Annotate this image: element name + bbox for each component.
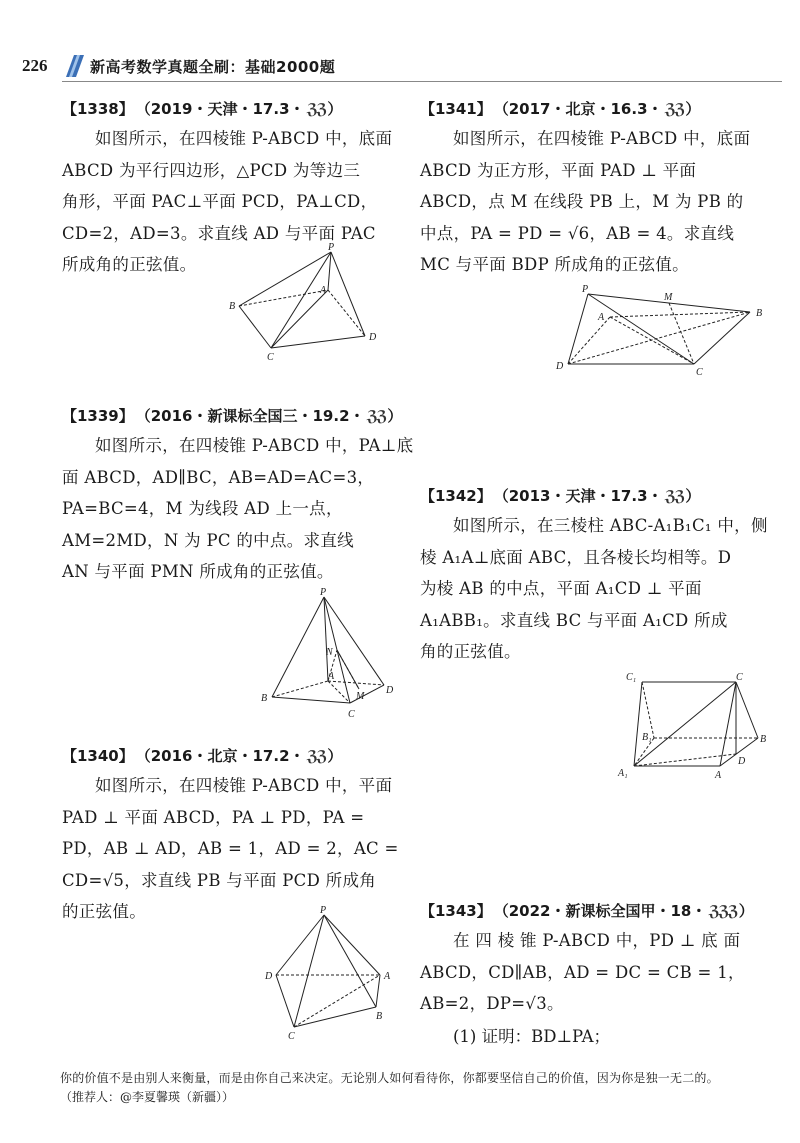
- vertex-label: D: [265, 971, 273, 982]
- vertex-label: B: [261, 693, 268, 704]
- text-line: 如图所示，在四棱锥 P-ABCD 中，PA⊥底: [95, 436, 414, 455]
- vertex-label: A: [384, 971, 391, 982]
- problem-id: 【1341】: [420, 100, 492, 118]
- text-line: 如图所示，在四棱锥 P-ABCD 中，底面: [453, 129, 751, 148]
- text-line: 棱 A₁A⊥底面 ABC，且各棱长均相等。D: [420, 547, 732, 567]
- difficulty-icon: ℨ ℨ: [306, 99, 328, 118]
- problem-1340: [62, 745, 397, 928]
- vertex-label: C: [267, 352, 274, 363]
- figure-1342: [612, 668, 777, 783]
- vertex-label: A: [598, 312, 605, 323]
- problem-source: （2013・天津・17.3・: [493, 487, 663, 505]
- text-line: ABCD，点 M 在线段 PB 上，M 为 PB 的: [420, 192, 744, 211]
- footer-recommender: （推荐人：@李夏馨瑛（新疆））: [60, 1090, 235, 1104]
- problem-title: 【1342】 （2013・天津・17.3・ ℨ ℨ ）: [420, 486, 701, 505]
- text-line: PAD ⊥ 平面 ABCD，PA ⊥ PD，PA =: [62, 807, 365, 827]
- text-line: 的正弦值。: [62, 902, 146, 921]
- difficulty-icon: ℨ ℨ: [306, 746, 328, 765]
- text-line: 在 四 棱 锥 P-ABCD 中，PD ⊥ 底 面: [453, 931, 741, 950]
- header-rule: [62, 81, 782, 82]
- problem-1341: [420, 98, 780, 281]
- page-header: [22, 52, 335, 80]
- text-line: AM=2MD，N 为 PC 的中点。求直线: [62, 530, 354, 550]
- vertex-label: P: [582, 284, 589, 295]
- vertex-label: C: [696, 367, 703, 378]
- text-line: CD=2，AD=3。求直线 AD 与平面 PAC: [62, 223, 376, 243]
- vertex-label: C: [288, 1031, 295, 1042]
- text-line: A₁ABB₁。求直线 BC 与平面 A₁CD 所成: [420, 610, 728, 630]
- sub-question: (1) 证明：BD⊥PA；: [453, 1026, 610, 1046]
- vertex-label: P: [328, 242, 335, 253]
- problem-text: [420, 510, 780, 668]
- vertex-label: C: [348, 709, 355, 720]
- figure-1338: [225, 240, 395, 365]
- problem-title: 【1339】 （2016・新课标全国三・19.2・ ℨ ℨ ）: [62, 406, 403, 425]
- vertex-label: D: [386, 685, 394, 696]
- text-line: PD，AB ⊥ AD，AB = 1，AD = 2，AC =: [62, 839, 399, 858]
- difficulty-icon: ℨ ℨ ℨ: [708, 901, 739, 920]
- vertex-label: C₁: [626, 672, 637, 683]
- problem-id: 【1338】: [62, 100, 134, 118]
- vertex-label: N: [326, 647, 333, 658]
- text-line: 所成角的正弦值。: [62, 255, 197, 274]
- vertex-label: A: [328, 671, 335, 682]
- problem-id: 【1339】: [62, 407, 134, 425]
- vertex-label: A: [320, 285, 327, 296]
- book-title: 新高考数学真题全刷：基础2000题: [90, 57, 336, 76]
- vertex-label: A: [715, 770, 722, 781]
- problem-source: （2016・北京・17.2・: [135, 747, 305, 765]
- problem-id: 【1343】: [420, 902, 492, 920]
- vertex-label: M: [664, 292, 673, 303]
- problem-1339: [62, 405, 414, 588]
- problem-title: 【1338】 （2019・天津・17.3・ ℨ ℨ ）: [62, 99, 343, 118]
- vertex-label: C: [736, 672, 743, 683]
- vertex-label: M: [356, 691, 365, 702]
- vertex-label: B: [760, 734, 767, 745]
- text-line: 如图所示，在四棱锥 P-ABCD 中，平面: [95, 776, 393, 795]
- text-line: 如图所示，在四棱锥 P-ABCD 中，底面: [95, 129, 393, 148]
- problem-source: （2017・北京・16.3・: [493, 100, 663, 118]
- text-line: AN 与平面 PMN 所成角的正弦值。: [62, 562, 334, 581]
- problem-source: （2019・天津・17.3・: [135, 100, 305, 118]
- text-line: 角形，平面 PAC⊥平面 PCD，PA⊥CD，: [62, 192, 378, 211]
- vertex-label: P: [320, 587, 327, 598]
- vertex-label: B₁: [642, 732, 652, 743]
- text-line: 面 ABCD，AD∥BC，AB=AD=AC=3，: [62, 467, 375, 487]
- problem-text: [62, 430, 414, 588]
- text-line: 为棱 AB 的中点，平面 A₁CD ⊥ 平面: [420, 579, 702, 598]
- page-number: 226: [22, 56, 48, 75]
- text-line: ABCD，CD∥AB，AD = DC = CB = 1，: [420, 962, 745, 982]
- text-line: ABCD 为正方形，平面 PAD ⊥ 平面: [420, 160, 697, 180]
- text-line: CD=√5，求直线 PB 与平面 PCD 所成角: [62, 870, 377, 890]
- vertex-label: D: [556, 361, 564, 372]
- problem-id: 【1342】: [420, 487, 492, 505]
- difficulty-icon: ℨ ℨ: [664, 99, 686, 118]
- vertex-label: P: [320, 905, 327, 916]
- vertex-label: D: [369, 332, 377, 343]
- text-line: 角的正弦值。: [420, 642, 521, 661]
- problem-text: [420, 123, 780, 281]
- text-line: MC 与平面 BDP 所成角的正弦值。: [420, 255, 689, 274]
- problem-source: （2022・新课标全国甲・18・: [493, 902, 707, 920]
- problem-title: 【1343】 （2022・新课标全国甲・18・ ℨ ℨ ℨ ）: [420, 901, 754, 920]
- problem-1343: [420, 900, 780, 1052]
- vertex-label: B: [376, 1011, 383, 1022]
- figure-1339: [258, 585, 403, 725]
- difficulty-icon: ℨ ℨ: [366, 406, 388, 425]
- vertex-label: B: [229, 301, 236, 312]
- problem-title: 【1340】 （2016・北京・17.2・ ℨ ℨ ）: [62, 746, 343, 765]
- text-line: 中点，PA = PD = √6，AB = 4。求直线: [420, 223, 735, 243]
- figure-1341: [550, 282, 775, 377]
- problem-source: （2016・新课标全国三・19.2・: [135, 407, 365, 425]
- text-line: PA=BC=4，M 为线段 AD 上一点，: [62, 499, 343, 518]
- text-line: 如图所示，在三棱柱 ABC-A₁B₁C₁ 中，侧: [453, 516, 768, 535]
- problem-text: [62, 770, 397, 928]
- vertex-label: B: [756, 308, 763, 319]
- footer-quote: 你的价值不是由别人来衡量，而是由你自己来决定。无论别人如何看待你，你都要坚信自己的价值，因为你是独一无二的。: [60, 1071, 719, 1085]
- problem-text: [420, 925, 780, 1020]
- problem-title: 【1341】 （2017・北京・16.3・ ℨ ℨ ）: [420, 99, 701, 118]
- problem-1342: [420, 485, 780, 668]
- book-logo-icon: [66, 55, 84, 77]
- figure-1340: [262, 905, 402, 1040]
- problem-id: 【1340】: [62, 747, 134, 765]
- vertex-label: A₁: [618, 768, 628, 779]
- text-line: AB=2，DP=√3。: [420, 994, 564, 1013]
- text-line: ABCD 为平行四边形，△PCD 为等边三: [62, 160, 361, 180]
- vertex-label: D: [738, 756, 746, 767]
- difficulty-icon: ℨ ℨ: [664, 486, 686, 505]
